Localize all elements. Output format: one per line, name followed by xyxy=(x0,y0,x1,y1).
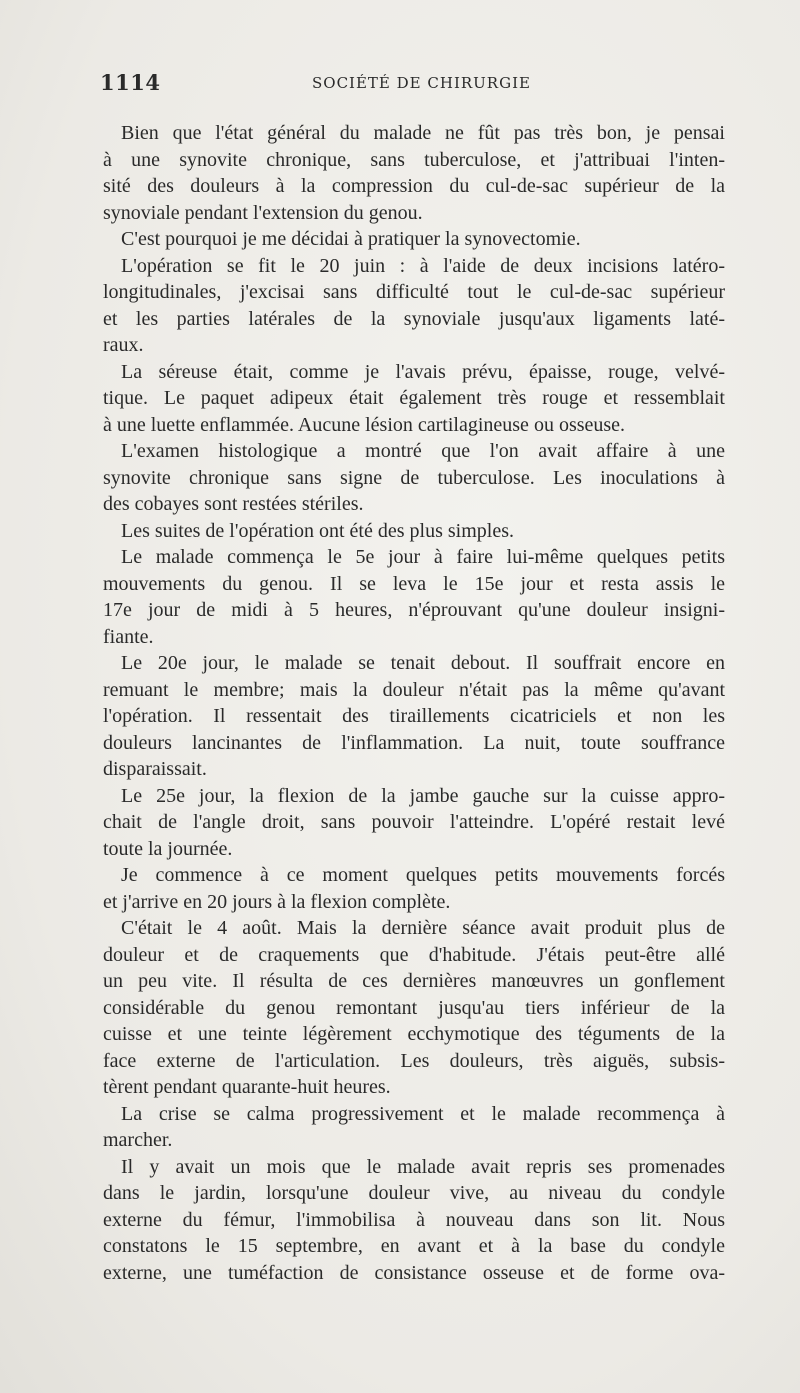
page-header xyxy=(100,70,728,96)
text-line: 17e jour de midi à 5 heures, n'éprouvant qu'une douleur insigni- xyxy=(103,599,725,621)
text-line: L'opération se fit le 20 juin : à l'aide de deux incisions latéro- xyxy=(121,254,725,277)
paragraph xyxy=(103,1101,725,1154)
text-line: douleurs lancinantes de l'inflammation. La nuit, toute souffrance xyxy=(103,731,725,754)
text-line: synoviale pendant l'extension du genou. xyxy=(103,201,423,224)
paragraph xyxy=(103,544,725,650)
text-line: mouvements du genou. Il se leva le 15e jour et resta assis le xyxy=(103,572,725,595)
text-line: constatons le 15 septembre, en avant et à la base du condyle xyxy=(103,1235,725,1257)
paragraph xyxy=(103,650,725,783)
body-text xyxy=(103,120,725,1286)
text-line: douleur et de craquements que d'habitude. J'étais peut-être allé xyxy=(103,943,725,966)
text-line: Le malade commença le 5e jour à faire lui-même quelques petits xyxy=(121,546,725,568)
text-line: La séreuse était, comme je l'avais prévu, épaisse, rouge, velvé- xyxy=(121,360,725,383)
text-line: cuisse et une teinte légèrement ecchymotique des téguments de la xyxy=(103,1023,725,1045)
running-title: SOCIÉTÉ DE CHIRURGIE xyxy=(312,74,531,92)
paragraph xyxy=(103,226,725,253)
paragraph xyxy=(103,518,725,545)
text-line: face externe de l'articulation. Les douleurs, très aiguës, subsis- xyxy=(103,1049,725,1072)
text-line: un peu vite. Il résulta de ces dernières manœuvres un gonflement xyxy=(103,970,725,992)
text-line: La crise se calma progressivement et le malade recommença à xyxy=(121,1102,725,1125)
text-line: marcher. xyxy=(103,1129,173,1151)
paragraph xyxy=(103,253,725,359)
paragraph xyxy=(103,120,725,226)
text-line: externe du fémur, l'immobilisa à nouveau dans son lit. Nous xyxy=(103,1208,725,1231)
text-line: Les suites de l'opération ont été des plus simples. xyxy=(121,519,514,542)
text-line: longitudinales, j'excisai sans difficulté tout le cul-de-sac supérieur xyxy=(103,281,725,303)
text-line: externe, une tuméfaction de consistance osseuse et de forme ova- xyxy=(103,1261,725,1284)
paragraph xyxy=(103,862,725,915)
text-line: tique. Le paquet adipeux était également très rouge et ressemblait xyxy=(103,387,725,409)
text-line: dans le jardin, lorsqu'une douleur vive, au niveau du condyle xyxy=(103,1182,725,1204)
text-line: et j'arrive en 20 jours à la flexion complète. xyxy=(103,890,451,913)
text-line: Le 20e jour, le malade se tenait debout. Il souffrait encore en xyxy=(121,652,725,674)
text-line: L'examen histologique a montré que l'on avait affaire à une xyxy=(121,440,725,462)
text-line: sité des douleurs à la compression du cul-de-sac supérieur de la xyxy=(103,175,725,197)
text-line: l'opération. Il ressentait des tiraillements cicatriciels et non les xyxy=(103,705,725,727)
paragraph xyxy=(103,1154,725,1287)
paragraph xyxy=(103,783,725,863)
text-line: disparaissait. xyxy=(103,758,207,780)
text-line: C'était le 4 août. Mais la dernière séance avait produit plus de xyxy=(121,917,725,939)
text-line: considérable du genou remontant jusqu'au tiers inférieur de la xyxy=(103,996,725,1019)
text-line: chait de l'angle droit, sans pouvoir l'atteindre. L'opéré restait levé xyxy=(103,811,725,833)
text-line: toute la journée. xyxy=(103,837,233,860)
text-line: remuant le membre; mais la douleur n'était pas la même qu'avant xyxy=(103,678,725,701)
paragraph xyxy=(103,438,725,518)
text-line: raux. xyxy=(103,334,144,356)
text-line: Le 25e jour, la flexion de la jambe gauche sur la cuisse appro- xyxy=(121,784,725,807)
text-line: à une luette enflammée. Aucune lésion cartilagineuse ou osseuse. xyxy=(103,413,626,436)
text-line: tèrent pendant quarante-huit heures. xyxy=(103,1076,391,1098)
paragraph xyxy=(103,915,725,1101)
text-line: fiante. xyxy=(103,625,154,648)
text-line: des cobayes sont restées stériles. xyxy=(103,493,364,515)
page-number: 1114 xyxy=(100,70,161,95)
text-line: et les parties latérales de la synoviale jusqu'aux ligaments laté- xyxy=(103,307,725,330)
text-line: Bien que l'état général du malade ne fût pas très bon, je pensai xyxy=(121,122,725,144)
text-line: à une synovite chronique, sans tuberculose, et j'attribuai l'inten- xyxy=(103,148,725,171)
text-line: C'est pourquoi je me décidai à pratiquer la synovectomie. xyxy=(121,228,581,250)
paragraph xyxy=(103,359,725,439)
text-line: Je commence à ce moment quelques petits mouvements forcés xyxy=(121,864,725,886)
text-line: synovite chronique sans signe de tuberculose. Les inoculations à xyxy=(103,466,725,489)
text-line: Il y avait un mois que le malade avait repris ses promenades xyxy=(121,1155,725,1178)
